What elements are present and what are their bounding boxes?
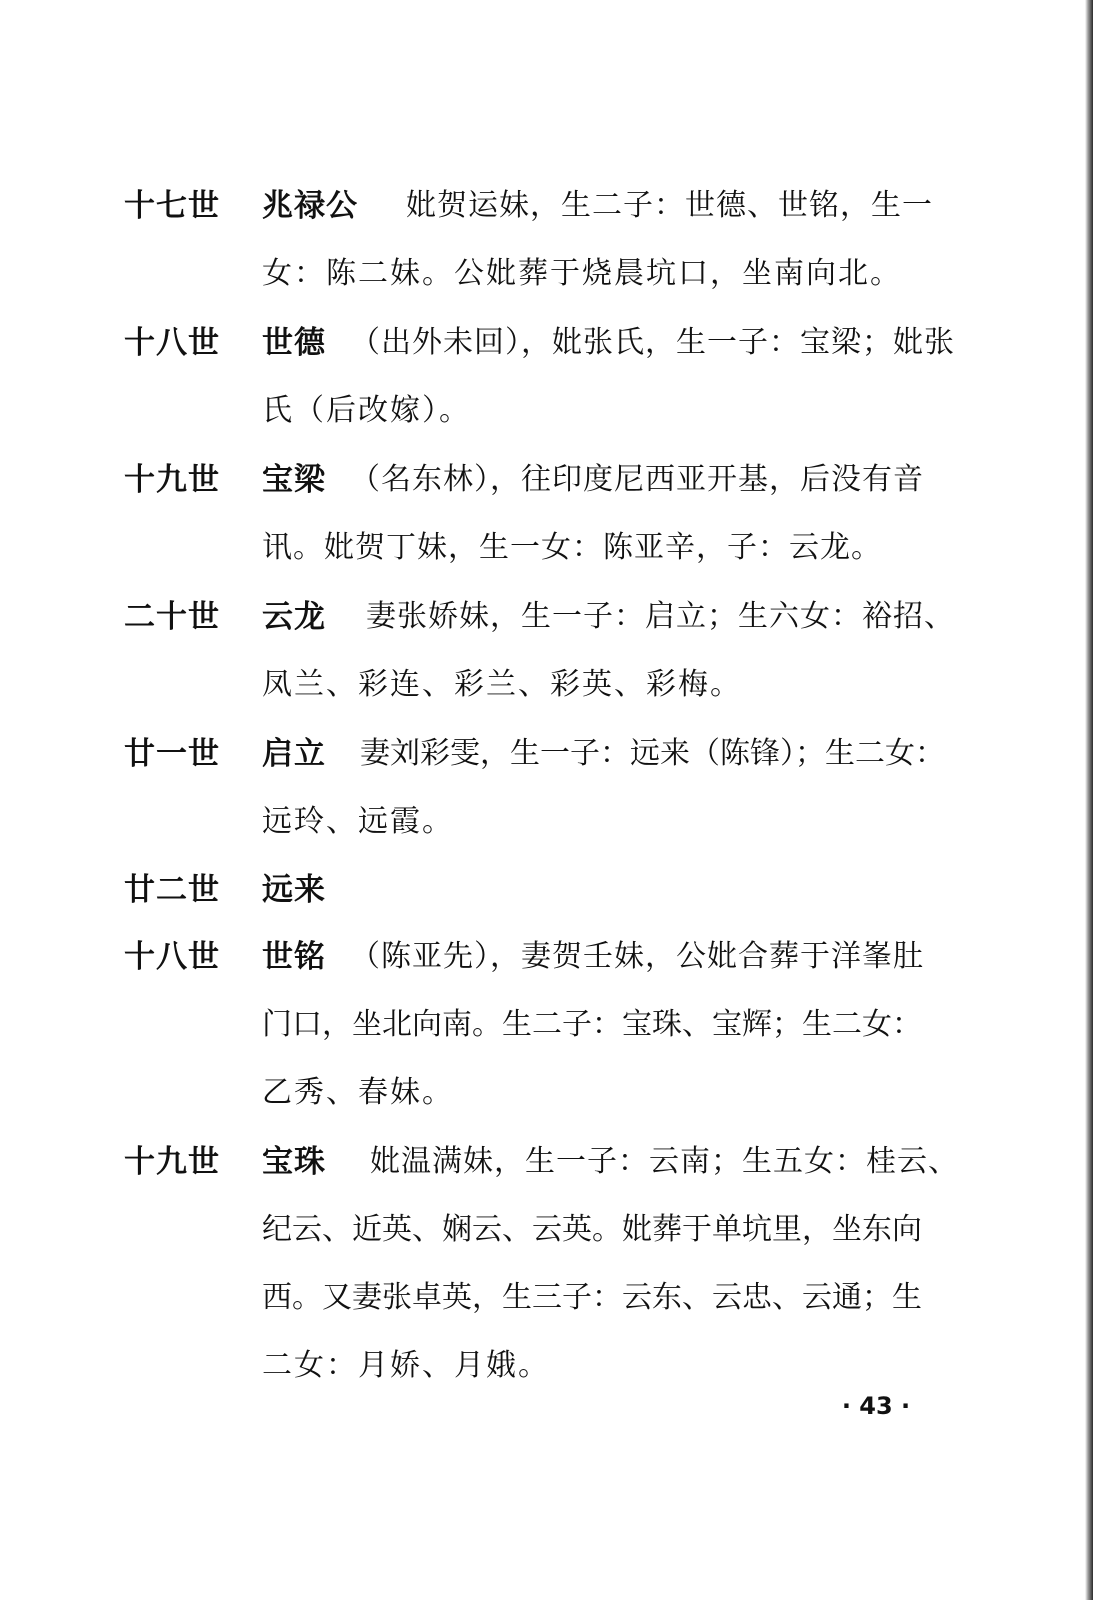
entry-text-line: 西。又妻张卓英，生三子：云东、云忠、云通；生 (262, 1280, 922, 1315)
scan-edge-shadow (1085, 0, 1093, 1600)
page-number: · 43 · (841, 1392, 911, 1420)
person-name: 兆禄公 (262, 188, 358, 224)
person-name: 远来 (262, 872, 326, 908)
entry-text-line: 纪云、近英、娴云、云英。妣葬于单坑里，坐东向 (262, 1212, 922, 1247)
entry-text-line: 凤兰、彩连、彩兰、彩英、彩梅。 (262, 667, 742, 702)
genealogy-entry (0, 734, 1093, 839)
generation-label: 廿一世 (124, 736, 220, 772)
person-name: 宝梁 (262, 462, 326, 498)
genealogy-entry (0, 597, 1093, 702)
entry-text-line: 门口，坐北向南。生二子：宝珠、宝辉；生二女： (262, 1007, 922, 1042)
generation-label: 十七世 (124, 188, 220, 224)
entry-text-line: （出外未回），妣张氏，生一子：宝梁；妣张 (350, 325, 955, 360)
entry-text-line: （陈亚先），妻贺壬妹，公妣合葬于洋峯肚 (350, 939, 924, 974)
entry-text-line: 讯。妣贺丁妹，生一女：陈亚辛，子：云龙。 (262, 530, 882, 565)
person-name: 启立 (262, 736, 326, 772)
generation-label: 二十世 (124, 599, 220, 635)
genealogy-entry (0, 1142, 1093, 1383)
genealogy-entry (0, 460, 1093, 565)
genealogy-entry (0, 186, 1093, 291)
entry-text-line: 远玲、远霞。 (262, 804, 454, 839)
generation-label: 十九世 (124, 1144, 220, 1180)
genealogy-entry (0, 323, 1093, 428)
generation-label: 十九世 (124, 462, 220, 498)
entry-text-line: 乙秀、春妹。 (262, 1075, 454, 1110)
person-name: 世德 (262, 325, 326, 361)
entry-text-line: 氏（后改嫁）。 (262, 393, 471, 428)
person-name: 宝珠 (262, 1144, 326, 1180)
genealogy-entry (0, 937, 1093, 1110)
entry-text-line: 妣温满妹，生一子：云南；生五女：桂云、 (370, 1144, 959, 1179)
entry-text-line: （名东林），往印度尼西亚开基，后没有音 (350, 462, 924, 497)
generation-label: 十八世 (124, 325, 220, 361)
entry-text-line: 女：陈二妹。公妣葬于烧晨坑口，坐南向北。 (262, 256, 902, 291)
generation-label: 十八世 (124, 939, 220, 975)
entry-text-line: 二女：月娇、月娥。 (262, 1348, 550, 1383)
entry-text-line: 妣贺运妹，生二子：世德、世铭，生一 (406, 188, 933, 223)
genealogy-entry (0, 870, 1093, 908)
person-name: 世铭 (262, 939, 326, 975)
entry-text-line: 妻张娇妹，生一子：启立；生六女：裕招、 (366, 599, 955, 634)
entry-text-line: 妻刘彩雯，生一子：远来（陈锋）；生二女： (360, 736, 945, 771)
generation-label: 廿二世 (124, 872, 220, 908)
person-name: 云龙 (262, 599, 326, 635)
